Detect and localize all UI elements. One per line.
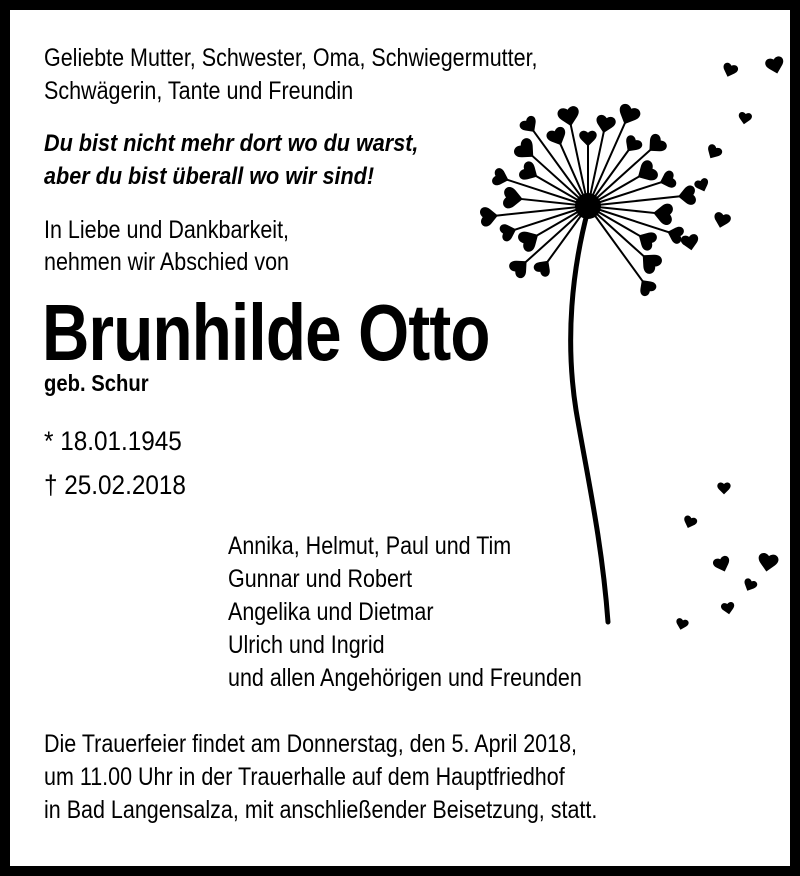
intro-line-1: Geliebte Mutter, Schwester, Oma, Schwiegermutter, [44,44,538,72]
heart-seed-icon [764,55,786,76]
birth-date: * 18.01.1945 [44,426,182,456]
farewell-line-2: nehmen wir Abschied von [44,248,290,276]
heart-seed-icon [657,170,677,191]
heart-seed-icon [682,515,699,531]
service-line-2: um 11.00 Uhr in der Trauerhalle auf dem Hauptfriedhof [44,763,565,791]
mourner-line-4: Ulrich und Ingrid [228,631,385,659]
heart-seed-icon [480,206,499,227]
heart-seed-icon [517,160,542,186]
heart-seed-icon [635,275,658,298]
heart-seed-icon [621,134,644,157]
heart-seed-icon [615,102,642,128]
dandelion-stem [571,210,608,622]
heart-seed-icon [693,177,711,194]
deceased-name: Brunhilde Otto [42,288,490,377]
intro-line-2: Schwägerin, Tante und Freundin [44,77,354,105]
heart-seed-icon [594,114,617,135]
heart-seed-icon [741,577,758,593]
heart-seed-icon [499,221,519,242]
heart-seed-icon [545,125,570,149]
heart-seed-icon [652,202,673,225]
heart-seed-icon [579,131,596,147]
heart-seed-icon [720,601,735,615]
heart-seed-icon [712,211,732,230]
heart-seed-icon [712,555,733,575]
maiden-name: geb. Schur [44,370,149,396]
service-line-1: Die Trauerfeier findet am Donnerstag, den 5. April 2018, [44,730,578,758]
heart-seed-icon [757,552,780,573]
heart-seed-icon [721,62,740,80]
heart-seed-icon [674,617,689,631]
obituary-card [10,10,790,866]
heart-seed-icon [704,143,724,162]
dandelion-stem [588,206,643,282]
mourner-line-3: Angelika und Dietmar [228,598,434,626]
heart-seed-icon [532,256,555,279]
heart-seed-icon [518,114,541,137]
heart-seed-icon [717,483,730,495]
heart-seed-icon [680,233,700,251]
heart-seed-icon [737,111,752,125]
quote-line-2: aber du bist überall wo wir sind! [44,163,375,190]
mourner-line-2: Gunnar und Robert [228,565,413,593]
dandelion-center [575,193,601,219]
dandelion-illustration [480,55,787,631]
farewell-line-1: In Liebe und Dankbarkeit, [44,216,290,244]
heart-seed-icon [557,105,582,128]
heart-seed-icon [491,167,511,188]
heart-seed-icon [634,227,659,253]
service-line-3: in Bad Langensalza, mit anschließender Beisetzung, statt. [44,796,598,824]
mourner-line-5: und allen Angehörigen und Freunden [228,664,582,692]
heart-seed-icon [677,185,696,206]
death-date: † 25.02.2018 [44,470,186,500]
mourner-line-1: Annika, Helmut, Paul und Tim [228,532,512,560]
quote-line-1: Du bist nicht mehr dort wo du warst, [44,130,419,157]
heart-seed-icon [502,186,523,209]
